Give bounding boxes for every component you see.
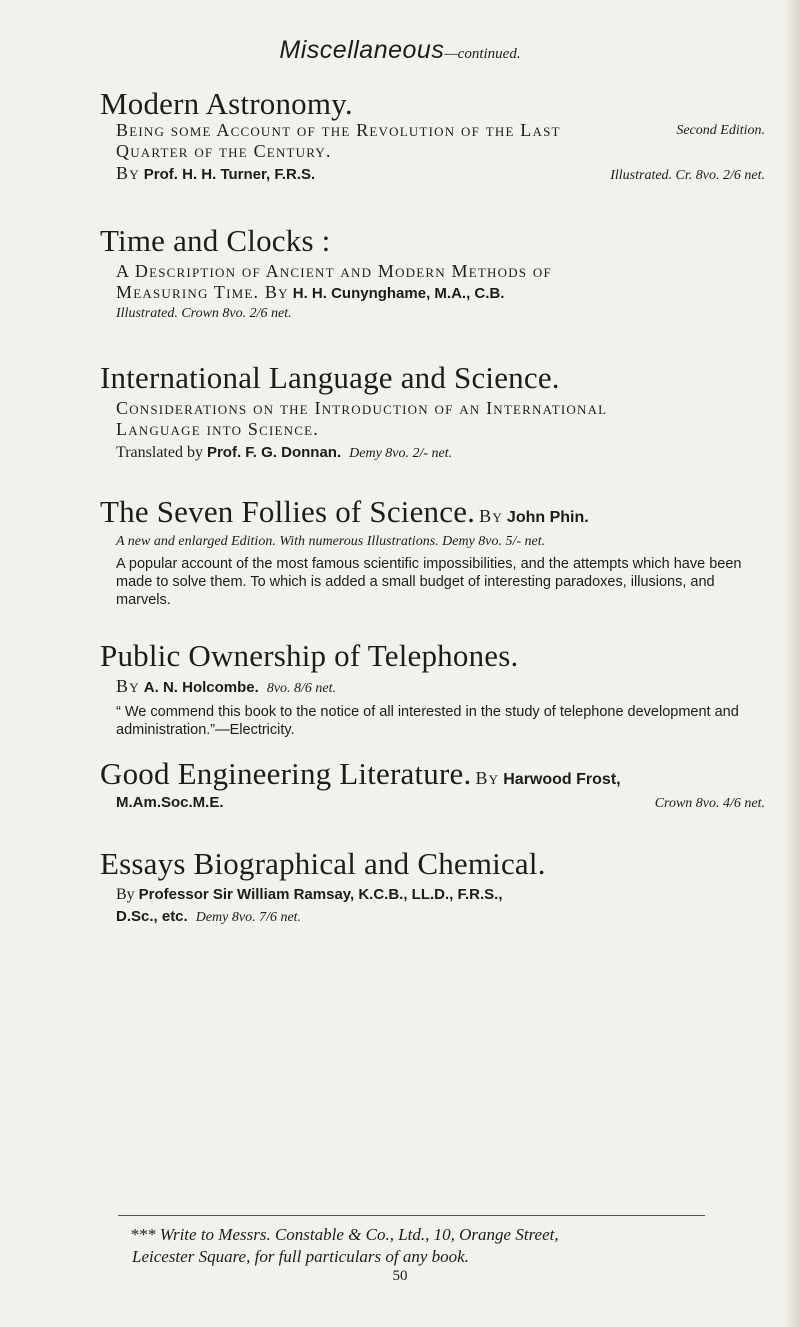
entry-meta: Illustrated. Crown 8vo. 2/6 net.: [116, 306, 292, 321]
entry-author-prefix: By: [475, 768, 500, 788]
entry-author-prefix: By: [479, 506, 503, 526]
page-edge-shadow: [784, 0, 800, 1327]
running-head-title: Miscellaneous: [279, 36, 445, 64]
entry-title: International Language and Science.: [100, 360, 560, 395]
entry-author-prefix: By: [116, 676, 140, 696]
entry-title: Modern Astronomy.: [100, 86, 353, 121]
entry-author: Prof. H. H. Turner, F.R.S.: [143, 166, 316, 183]
catalogue-entry-modern-astronomy: [100, 88, 765, 184]
publisher-notice: [130, 1224, 730, 1268]
entry-author: Prof. F. G. Donnan.: [206, 444, 342, 461]
entry-author-prefix: Translated by: [116, 444, 203, 461]
entry-author-credentials: D.Sc., etc.: [116, 908, 188, 925]
entry-subtitle-line-2: Language into Science.: [116, 419, 319, 439]
running-head: [0, 36, 800, 65]
entry-title: The Seven Follies of Science.: [100, 494, 476, 529]
entry-meta: A new and enlarged Edition. With numerous Illustrations. Demy 8vo. 5/- net.: [116, 534, 546, 549]
catalogue-entry-good-engineering-literature: [100, 758, 765, 812]
footer-divider: [118, 1215, 705, 1216]
publisher-notice-line-2: Leicester Square, for full particulars of any book.: [132, 1247, 469, 1266]
running-head-continued: —continued.: [444, 46, 521, 62]
entry-author: Harwood Frost,: [503, 771, 621, 788]
entry-author: Professor Sir William Ramsay, K.C.B., LL.D., F.R.S.,: [138, 886, 503, 903]
entry-title: Good Engineering Literature.: [100, 756, 472, 791]
entry-meta: 8vo. 8/6 net.: [266, 681, 337, 696]
catalogue-entry-international-language: [100, 362, 765, 462]
entry-subtitle-line-2: Measuring Time. By: [116, 282, 289, 302]
catalogue-entry-public-ownership-telephones: [100, 640, 765, 739]
catalogue-entry-time-and-clocks: [100, 225, 765, 322]
entry-meta: Demy 8vo. 7/6 net.: [195, 910, 302, 925]
entry-meta: Illustrated. Cr. 8vo. 2/6 net.: [610, 168, 765, 183]
entry-author: A. N. Holcombe.: [143, 679, 259, 696]
entry-author: H. H. Cunynghame, M.A., C.B.: [292, 285, 505, 302]
entry-meta: Crown 8vo. 4/6 net.: [654, 796, 765, 811]
entry-edition: Second Edition.: [676, 123, 765, 138]
catalogue-entry-seven-follies: [100, 496, 765, 609]
catalogue-entry-essays-biographical-chemical: [100, 848, 765, 926]
entry-description: A popular account of the most famous scientific impossibilities, and the attempts which have been made to solve them. To which is added a small budget of interesting paradoxes, illusions, and marvels.: [116, 556, 742, 608]
entry-subtitle-line-1: A Description of Ancient and Modern Methods of: [116, 261, 552, 281]
page-number: 50: [392, 1268, 408, 1284]
entry-subtitle-line-1: Being some Account of the Revolution of the Last: [116, 120, 561, 140]
entry-meta: Demy 8vo. 2/- net.: [349, 446, 453, 461]
entry-subtitle-line-1: Considerations on the Introduction of an International: [116, 398, 608, 418]
entry-author: John Phin.: [506, 509, 589, 526]
entry-title: Public Ownership of Telephones.: [100, 638, 519, 673]
entry-subtitle-line-2: Quarter of the Century.: [116, 141, 332, 161]
entry-review-quote: “ We commend this book to the notice of all interested in the study of telephone development and administration.”—Electricity.: [116, 704, 739, 738]
entry-author-prefix: By: [116, 886, 135, 903]
entry-author-credentials: M.Am.Soc.M.E.: [116, 794, 224, 811]
publisher-notice-line-1: *** Write to Messrs. Constable & Co., Ltd., 10, Orange Street,: [130, 1225, 559, 1244]
entry-title: Time and Clocks :: [100, 223, 331, 258]
entry-author-prefix: By: [116, 163, 140, 183]
entry-title: Essays Biographical and Chemical.: [100, 846, 546, 881]
